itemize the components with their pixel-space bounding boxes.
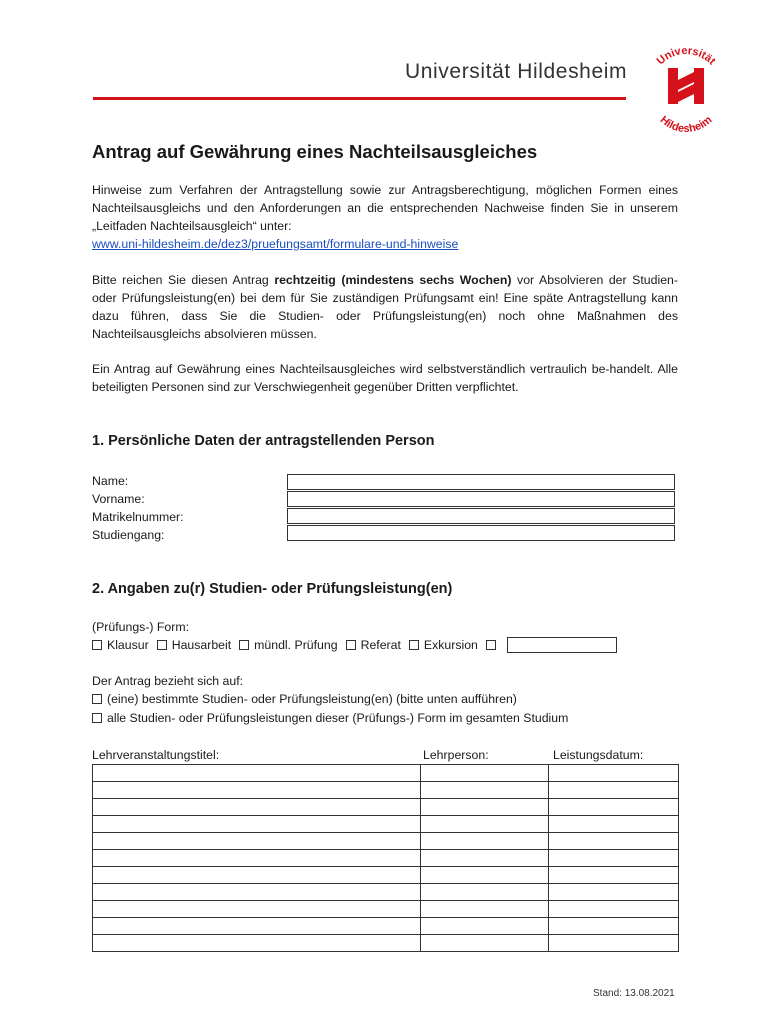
checkbox-icon[interactable] [409,640,419,650]
table-row [93,833,679,850]
option-other[interactable] [486,637,617,653]
cell-title[interactable] [93,918,421,935]
table-row [93,816,679,833]
vorname-field[interactable] [287,491,675,507]
cell-lehrperson[interactable] [421,867,549,884]
cell-title[interactable] [93,850,421,867]
deadline-bold: rechtzeitig (mindestens sechs Wochen) [274,273,512,287]
logo-text-bottom: Hildesheim [657,113,715,134]
matrikelnummer-field[interactable] [287,508,675,524]
matrikelnummer-label: Matrikelnummer: [92,510,184,524]
intro-paragraph [92,181,678,253]
cell-title[interactable] [93,867,421,884]
cell-title[interactable] [93,816,421,833]
checkbox-icon[interactable] [92,694,102,704]
table-row [93,901,679,918]
deadline-text-after: vor Absolvieren der Studien- oder Prüfungsleistung(en) bei dem für Sie zuständigen Prüfungsamt ein! Eine späte Antragstellung kann dazu führen, dass Sie die Studien- oder Prüfungsleistung(en) noch ohne Maßnahmen des Nachteilsausgleichs absolvieren müssen. [92,273,678,341]
table-row [93,799,679,816]
table-row [93,867,679,884]
name-field[interactable] [287,474,675,490]
cell-datum[interactable] [549,935,679,952]
scope-option-specific-label: (eine) bestimmte Studien- oder Prüfungsleistung(en) (bitte unten aufführen) [107,692,517,706]
cell-lehrperson[interactable] [421,816,549,833]
cell-lehrperson[interactable] [421,901,549,918]
cell-datum[interactable] [549,833,679,850]
vorname-label: Vorname: [92,492,145,506]
checkbox-icon[interactable] [346,640,356,650]
cell-title[interactable] [93,765,421,782]
table-row [93,850,679,867]
university-name: Universität Hildesheim [405,60,628,83]
cell-lehrperson[interactable] [421,935,549,952]
studiengang-label: Studiengang: [92,528,165,542]
cell-title[interactable] [93,782,421,799]
cell-datum[interactable] [549,901,679,918]
section1-heading: 1. Persönliche Daten der antragstellenden Person [92,433,435,449]
option-exkursion-label: Exkursion [423,638,478,652]
option-muendl-pruefung[interactable] [239,638,337,652]
intro-text: Hinweise zum Verfahren der Antragstellung sowie zur Antragsberechtigung, möglichen Formen eines Nachteilsausgleichs und den Anforderungen an die entsprechenden Nachweise finden Sie in unserem „Leitfaden Nachteilsausgleich“ unter: [92,183,678,233]
col-header-title: Lehrveranstaltungstitel: [92,748,220,762]
checkbox-icon[interactable] [157,640,167,650]
confidential-paragraph: Ein Antrag auf Gewährung eines Nachteilsausgleiches wird selbstverständlich vertraulich be-handelt. Alle beteiligten Personen sind zur Verschwiegenheit gegenüber Dritten verpflichtet. [92,362,678,394]
table-row [93,884,679,901]
cell-datum[interactable] [549,799,679,816]
cell-lehrperson[interactable] [421,918,549,935]
section2-heading: 2. Angaben zu(r) Studien- oder Prüfungsleistung(en) [92,581,453,597]
form-options-row [92,637,625,653]
table-row [93,765,679,782]
courses-table-body [93,765,679,952]
checkbox-icon[interactable] [92,640,102,650]
logo-mark [668,68,704,104]
table-row [93,782,679,799]
table-row [93,935,679,952]
scope-label: Der Antrag bezieht sich auf: [92,674,244,688]
guide-link[interactable]: www.uni-hildesheim.de/dez3/pruefungsamt/formulare-und-hinweise [92,237,459,251]
option-referat-label: Referat [360,638,401,652]
cell-datum[interactable] [549,816,679,833]
cell-lehrperson[interactable] [421,884,549,901]
revision-date: Stand: 13.08.2021 [593,988,675,999]
option-hausarbeit-label: Hausarbeit [171,638,232,652]
university-logo [638,38,734,134]
option-exkursion[interactable] [409,638,478,652]
logo-text-top: Universität [654,44,718,68]
cell-datum[interactable] [549,782,679,799]
col-header-lehrperson: Lehrperson: [423,748,489,762]
header-divider [93,97,626,100]
cell-title[interactable] [93,833,421,850]
deadline-text-before: Bitte reichen Sie diesen Antrag [92,273,275,287]
cell-lehrperson[interactable] [421,799,549,816]
cell-lehrperson[interactable] [421,782,549,799]
cell-datum[interactable] [549,850,679,867]
cell-title[interactable] [93,901,421,918]
cell-title[interactable] [93,935,421,952]
studiengang-field[interactable] [287,525,675,541]
table-row [93,918,679,935]
courses-table [92,764,679,952]
option-hausarbeit[interactable] [157,638,231,652]
option-muendl-pruefung-label: mündl. Prüfung [254,638,338,652]
col-header-datum: Leistungsdatum: [553,748,644,762]
checkbox-icon[interactable] [92,713,102,723]
checkbox-icon[interactable] [486,640,496,650]
other-form-field[interactable] [507,637,617,653]
option-klausur[interactable] [92,638,149,652]
name-label: Name: [92,474,129,488]
page-title: Antrag auf Gewährung eines Nachteilsausgleiches [92,141,538,162]
scope-option-all[interactable] [92,711,568,725]
cell-datum[interactable] [549,765,679,782]
cell-lehrperson[interactable] [421,833,549,850]
cell-datum[interactable] [549,918,679,935]
deadline-paragraph [92,271,678,343]
cell-lehrperson[interactable] [421,850,549,867]
cell-datum[interactable] [549,867,679,884]
cell-lehrperson[interactable] [421,765,549,782]
option-klausur-label: Klausur [107,638,149,652]
cell-title[interactable] [93,799,421,816]
scope-option-specific[interactable] [92,692,517,706]
cell-datum[interactable] [549,884,679,901]
cell-title[interactable] [93,884,421,901]
checkbox-icon[interactable] [239,640,249,650]
form-label: (Prüfungs-) Form: [92,620,190,634]
scope-option-all-label: alle Studien- oder Prüfungsleistungen dieser (Prüfungs-) Form im gesamten Studium [107,711,569,725]
option-referat[interactable] [346,638,401,652]
